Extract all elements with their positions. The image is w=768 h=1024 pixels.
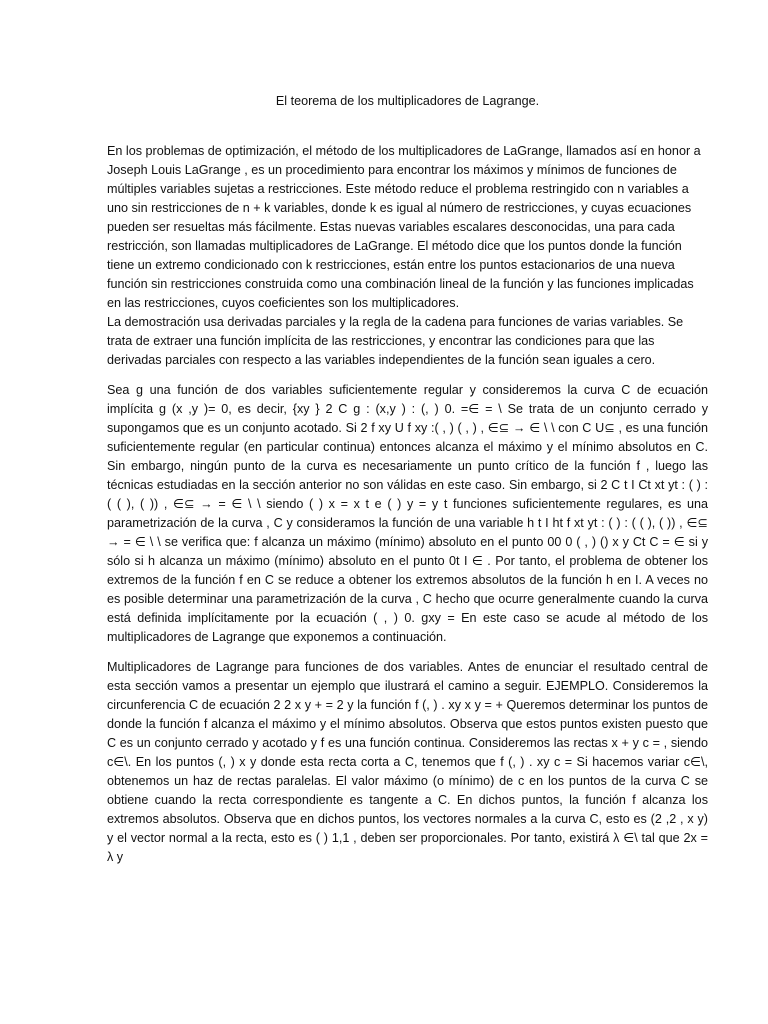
paragraph-intro: En los problemas de optimización, el método de los multiplicadores de LaGrange, llamados así en honor a Joseph Louis LaGrange , es un procedimiento para encontrar los máximos y mínimos de funciones de múltiples variables sujetas a restricciones. Este método reduce el problema restringido con n variables a uno sin restricciones de n + k variables, donde k es igual al número de restricciones, y cuyas ecuaciones pueden ser resueltas más fácilmente. Estas nuevas variables escalares desconocidas, una para cada restricción, son llamadas multiplicadores de LaGrange. El método dice que los puntos donde la función tiene un extremo condicionado con k restricciones, están entre los puntos estacionarios de una nueva función sin restricciones construida como una combinación lineal de la función y las funciones implicadas en las restricciones, cuyos coeficientes son los multiplicadores. (107, 144, 701, 310)
document-title: El teorema de los multiplicadores de Lagrange. (275, 94, 540, 108)
paragraph-curve: Sea g una función de dos variables suficientemente regular y consideremos la curva C de ecuación implícita g (x ,y )= 0, es decir, {xy } 2 C g : (x,y ) : (, ) 0. =∈ = \ Se trata de un conjunto cerrado y supongamos que es un conjunto acotado. Si 2 f xy U f xy :( , ) ( , ) , ∈⊆ → ∈ \ \ con C U⊆ , es una función suficientemente regular (en particular continua) entonces alcanza el máximo y el mínimo absolutos en C. Sin embargo, ningún punto de la curva es necesariamente un punto crítico de la función f , luego las técnicas estudiadas en la sección anterior no son válidas en este caso. Sin embargo, si 2 C t I Ct xt yt : ( ) : ( ( ), ( )) , ∈⊆ → = ∈ \ \ siendo ( ) x = x t e ( ) y = y t funciones suficientemente regulares, es una parametrización de la curva , C y consideramos la función de una variable h t I ht f xt yt : ( ) : ( ( ), ( )) , ∈⊆ → = ∈ \ \ se verifica que: f alcanza un máximo (mínimo) absoluto en el punto 00 0 ( , ) () x y Ct C = ∈ si y sólo si h alcanza un máximo (mínimo) absoluto en el punto 0t I ∈ . Por tanto, el problema de obtener los extremos de la función f en C se reduce a obtener los extremos absolutos de la función h en I. A veces no es posible determinar una parametrización de la curva , C hecho que ocurre generalmente cuando la curva está definida implícitamente por la ecuación ( , ) 0. gxy = En este caso se acude al método de los multiplicadores de Lagrange que exponemos a continuación. (107, 383, 708, 644)
paragraph-two-variables: Multiplicadores de Lagrange para funciones de dos variables. Antes de enunciar el resultado central de esta sección vamos a presentar un ejemplo que ilustrará el camino a seguir. EJEMPLO. Consideremos la circunferencia C de ecuación 2 2 x y + = 2 y la función f (, ) . xy x y = + Queremos determinar los puntos de donde la función f alcanza el máximo y el mínimo absolutos. Observa que estos puntos existen puesto que C es un conjunto cerrado y acotado y f es una función continua. Consideremos las rectas x + y c = , siendo c∈\. En los puntos (, ) x y donde esta recta corta a C, tenemos que f (, ) . xy c = Si hacemos variar c∈\, obtenemos un haz de rectas paralelas. El valor máximo (o mínimo) de c en los puntos de la curva C se obtiene cuando la recta correspondiente es tangente a C. En dichos puntos, la función f alcanza los extremos absolutos. Observa que en dichos puntos, los vectores normales a la curva C, esto es (2 ,2 , x y) y el vector normal a la recta, esto es ( ) 1,1 , deben ser proporcionales. Por tanto, existirá λ ∈\ tal que 2x = λ y (107, 660, 708, 864)
paragraph-demonstration: La demostración usa derivadas parciales y la regla de la cadena para funciones de varias variables. Se trata de extraer una función implícita de las restricciones, y encontrar las condiciones para que las derivadas parciales con respecto a las variables independientes de la función sean iguales a cero. (107, 315, 684, 367)
